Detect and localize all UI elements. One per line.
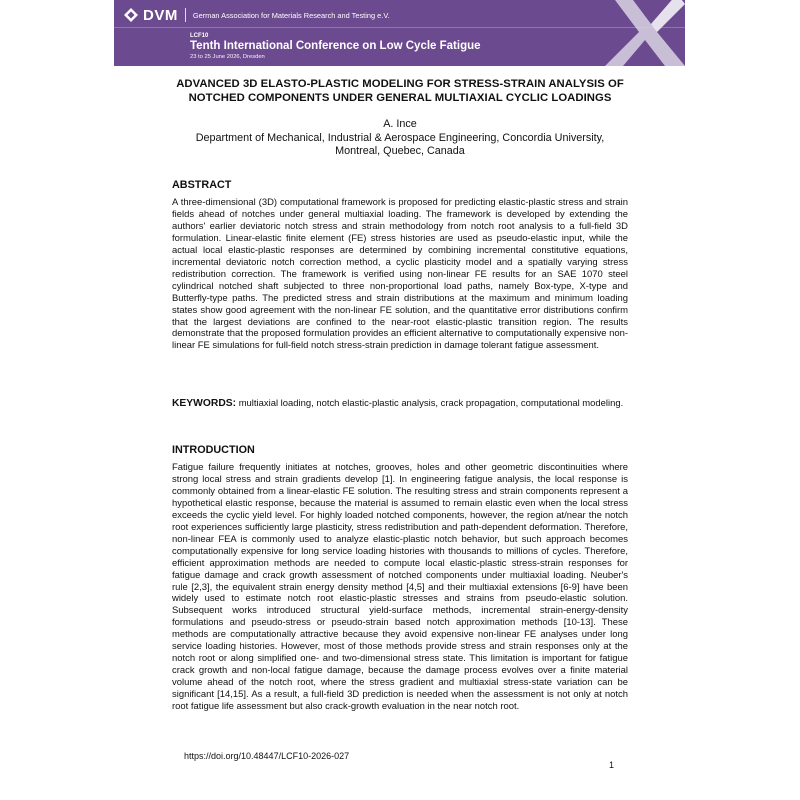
logo-divider bbox=[185, 8, 186, 22]
affiliation-line-1: Department of Mechanical, Industrial & Aerospace Engineering, Concordia University, bbox=[195, 131, 605, 144]
page-number: 1 bbox=[609, 760, 615, 770]
keywords-section bbox=[172, 398, 628, 410]
abstract-heading: ABSTRACT bbox=[172, 179, 232, 191]
affiliation-line-2: Montreal, Quebec, Canada bbox=[335, 145, 465, 157]
introduction-heading: INTRODUCTION bbox=[172, 444, 255, 456]
conference-info bbox=[190, 32, 481, 61]
introduction-section bbox=[172, 444, 628, 713]
dvm-diamond-icon bbox=[124, 8, 138, 22]
paper-title-line-2: NOTCHED COMPONENTS UNDER GENERAL MULTIAXIAL CYCLIC LOADINGS bbox=[188, 92, 612, 104]
keywords-label: KEYWORDS: bbox=[172, 398, 237, 409]
abstract-section bbox=[172, 179, 628, 352]
conference-date: 23 to 25 June 2026, Dresden bbox=[190, 54, 265, 60]
doi-link[interactable]: https://doi.org/10.48447/LCF10-2026-027 bbox=[184, 751, 350, 761]
conference-code: LCF10 bbox=[190, 33, 209, 39]
author-block bbox=[160, 118, 640, 159]
author-name: A. Ince bbox=[383, 118, 417, 130]
paper-title-line-1: ADVANCED 3D ELASTO-PLASTIC MODELING FOR STRESS-STRAIN ANALYSIS OF bbox=[176, 78, 624, 90]
keywords-text: multiaxial loading, notch elastic-plastic analysis, crack propagation, computational modeling. bbox=[236, 398, 624, 409]
paper-title bbox=[160, 77, 640, 105]
x-cross-decoration bbox=[595, 0, 685, 66]
conference-header bbox=[114, 0, 685, 66]
abstract-text: A three-dimensional (3D) computational framework is proposed for predicting elastic-plastic stress and strain fields ahead of notches under general multiaxial loading. The framework is developed by extending the authors' earlier deviatoric notch stress and strain methodology from notch root analysis to a full-field 3D formulation. Linear-elastic finite element (FE) stress histories are used as pseudo-elastic input, while the actual local elastic-plastic responses are determined by combining incremental constitutive equations, incremental deviatoric notch correction method, a cyclic plasticity model and a spatially varying stress redistribution correction. The framework is verified using non-linear FE results for an SAE 1070 steel cylindrical notched shaft subjected to three non-proportional load paths, namely Box-type, X-type and Butterfly-type paths. The predicted stress and strain distributions at the maximum and minimum loading states show good agreement with the non-linear FE solution, and the quantitative error distributions confirm that the largest deviations are confined to the near-root elastic-plastic transition region. The results demonstrate that the proposed formulation provides an efficient alternative to computationally expensive non-linear FE simulations for full-field notch stress-strain prediction in damage tolerant fatigue assessment. bbox=[172, 197, 628, 352]
organization-name: German Association for Materials Research and Testing e.V. bbox=[192, 10, 390, 20]
dvm-logo bbox=[124, 6, 390, 24]
introduction-text: Fatigue failure frequently initiates at notches, grooves, holes and other geometric discontinuities where strong local stress and strain gradients develop [1]. In engineering fatigue analysis, the local response is commonly obtained from a linear-elastic FE solution. The resulting stress and strain components represent a hypothetical elastic response, because the material is assumed to remain elastic even when the local stress exceeds the cyclic yield level. For highly loaded notched components, however, the region at/near the notch root experiences sufficiently large plasticity, stress redistribution and path-dependent deformation. Therefore, non-linear FEA is commonly used to analyze elastic-plastic notch behavior, but such approach becomes computationally expensive for long service loading histories with thousands to millions of cycles. Therefore, efficient approximation methods are needed to compute local elastic-plastic stress-strain responses for fatigue damage and crack growth assessment of notched components under multiaxial loading. Neuber's rule [2,3], the equivalent strain energy density method [4,5] and their multiaxial extensions [6-9] have been widely used to estimate notch root elastic-plastic stresses and strains from pseudo-elastic solution. Subsequent works introduced structural yield-surface methods, incremental strain-energy-density formulations and pseudo-stress or pseudo-strain based notch approximation methods [10-13]. These methods are computationally attractive because they avoid expensive non-linear FE analyses under long service loading histories. However, most of those methods provide stress and strain responses only at the notch root or along simplified one- and two-dimensional stress state. This limitation is important for fatigue crack growth and non-local fatigue damage, because the damage process evolves over a finite material volume ahead of the notch root, where the stress gradient and multiaxial stress-state variation can be significant [14,15]. As a result, a full-field 3D prediction is needed when the assessment is not only at notch root fatigue life assessment but also crack-growth evaluation in the near notch root. bbox=[172, 462, 628, 713]
conference-title: Tenth International Conference on Low Cycle Fatigue bbox=[190, 40, 481, 52]
dvm-wordmark: DVM bbox=[143, 6, 178, 24]
